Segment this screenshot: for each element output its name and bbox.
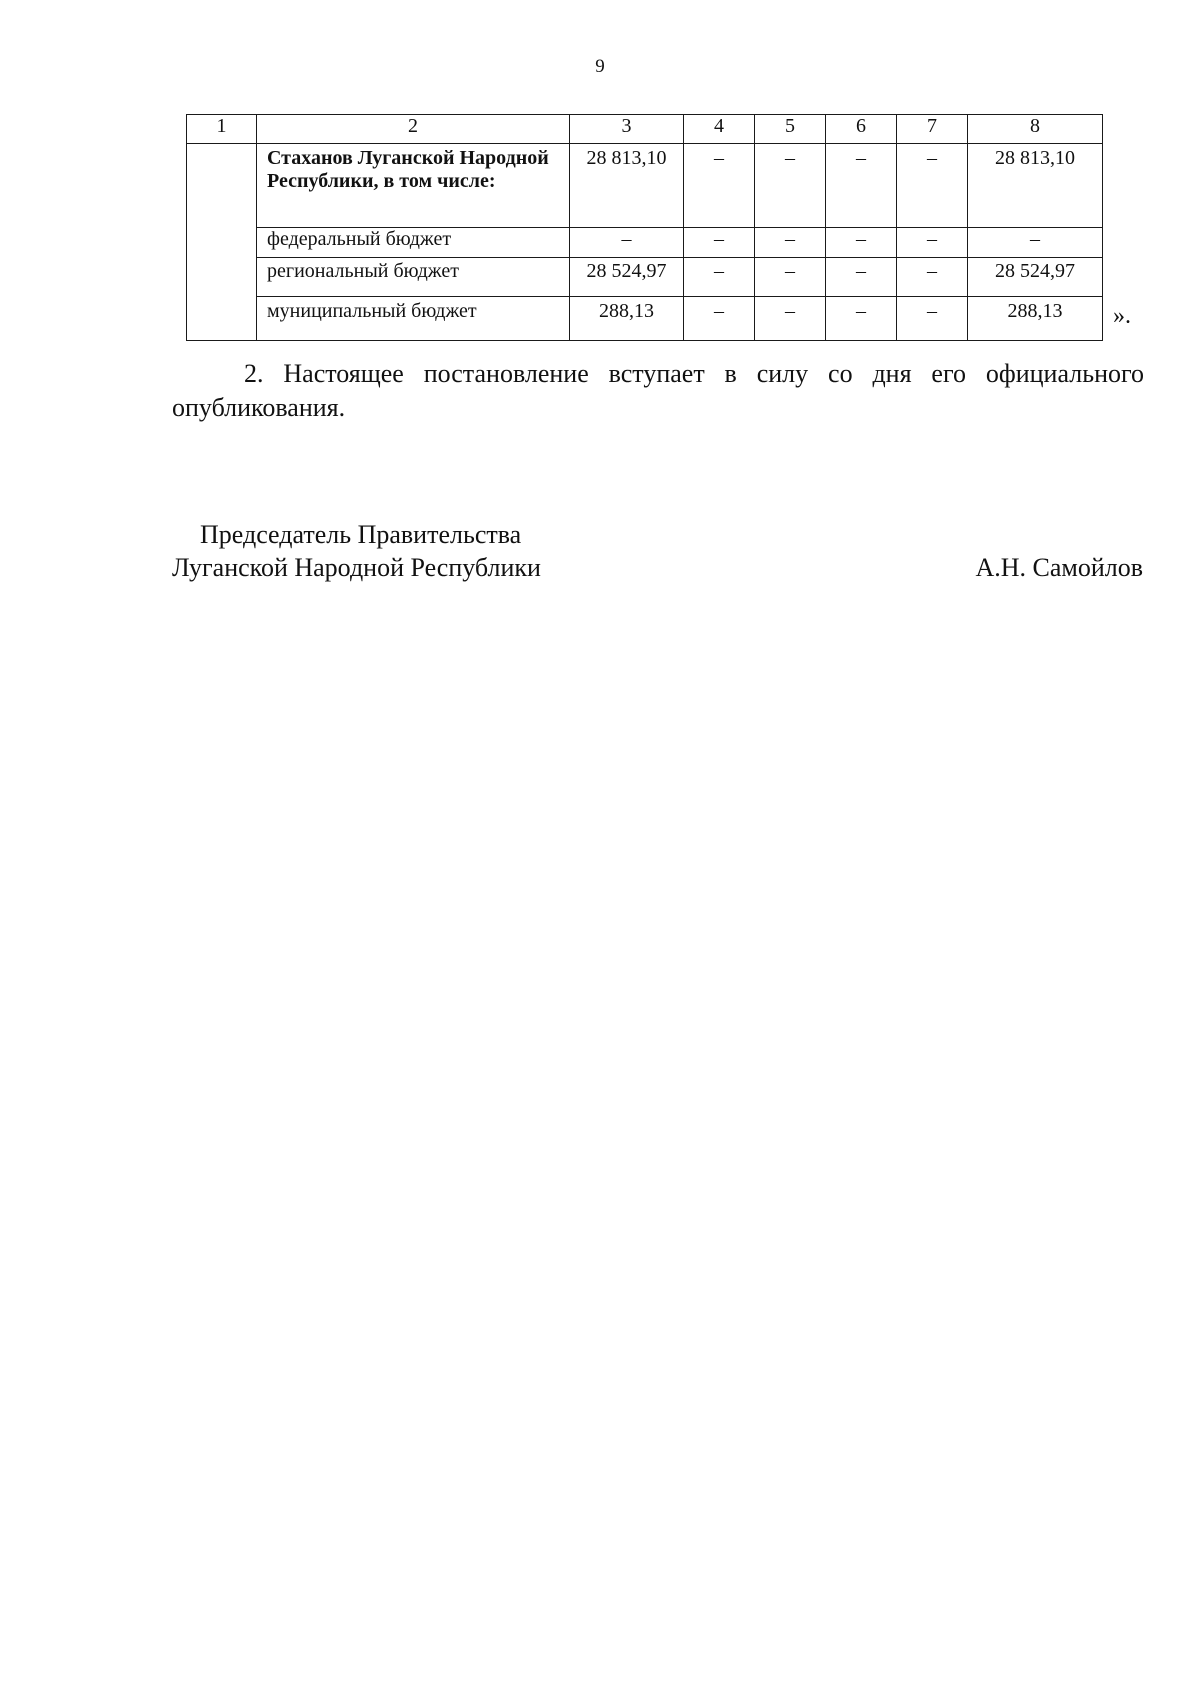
column-header: 4 [684, 115, 755, 144]
row-label: федеральный бюджет [257, 228, 570, 258]
table-row [187, 297, 1103, 341]
table-cell: – [684, 228, 755, 258]
table-cell: – [684, 258, 755, 297]
table-cell: 288,13 [570, 297, 684, 341]
row-label: муниципальный бюджет [257, 297, 570, 341]
column-header: 5 [755, 115, 826, 144]
table-cell: – [684, 144, 755, 228]
table-header-row [187, 115, 1103, 144]
table-cell: – [897, 144, 968, 228]
table-cell: – [968, 228, 1103, 258]
signatory-name: А.Н. Самойлов [975, 553, 1143, 582]
table-cell: 28 813,10 [968, 144, 1103, 228]
signatory-title-line2: Луганской Народной Республики [172, 553, 541, 582]
table-row [187, 144, 1103, 228]
table-cell: – [897, 258, 968, 297]
table-cell: 28 524,97 [968, 258, 1103, 297]
table-cell: 28 813,10 [570, 144, 684, 228]
page-number: 9 [595, 56, 605, 77]
table-row [187, 258, 1103, 297]
paragraph-effective-date: 2. Настоящее постановление вступает в силу со дня его официального опубликования. [172, 359, 1144, 422]
table-cell: 288,13 [968, 297, 1103, 341]
table-cell: – [826, 228, 897, 258]
table-cell: – [826, 297, 897, 341]
signatory-title-line1: Председатель Правительства [200, 520, 522, 549]
table-cell: – [755, 144, 826, 228]
column-header: 7 [897, 115, 968, 144]
table-cell: – [755, 258, 826, 297]
table-cell: – [897, 297, 968, 341]
column-header: 2 [257, 115, 570, 144]
row-label: Стаханов Луганской Народной Республики, в том числе: [257, 144, 570, 228]
table-cell: – [897, 228, 968, 258]
table-cell: – [826, 144, 897, 228]
budget-table [186, 114, 1103, 341]
column-header: 3 [570, 115, 684, 144]
column-header: 1 [187, 115, 257, 144]
table-cell: – [755, 297, 826, 341]
table-cell: – [826, 258, 897, 297]
table-row [187, 228, 1103, 258]
merged-number-cell [187, 144, 257, 341]
table-cell: – [570, 228, 684, 258]
table-cell: – [684, 297, 755, 341]
column-header: 8 [968, 115, 1103, 144]
column-header: 6 [826, 115, 897, 144]
table-cell: 28 524,97 [570, 258, 684, 297]
table-cell: – [755, 228, 826, 258]
row-label: региональный бюджет [257, 258, 570, 297]
closing-quote: ». [1113, 303, 1131, 329]
